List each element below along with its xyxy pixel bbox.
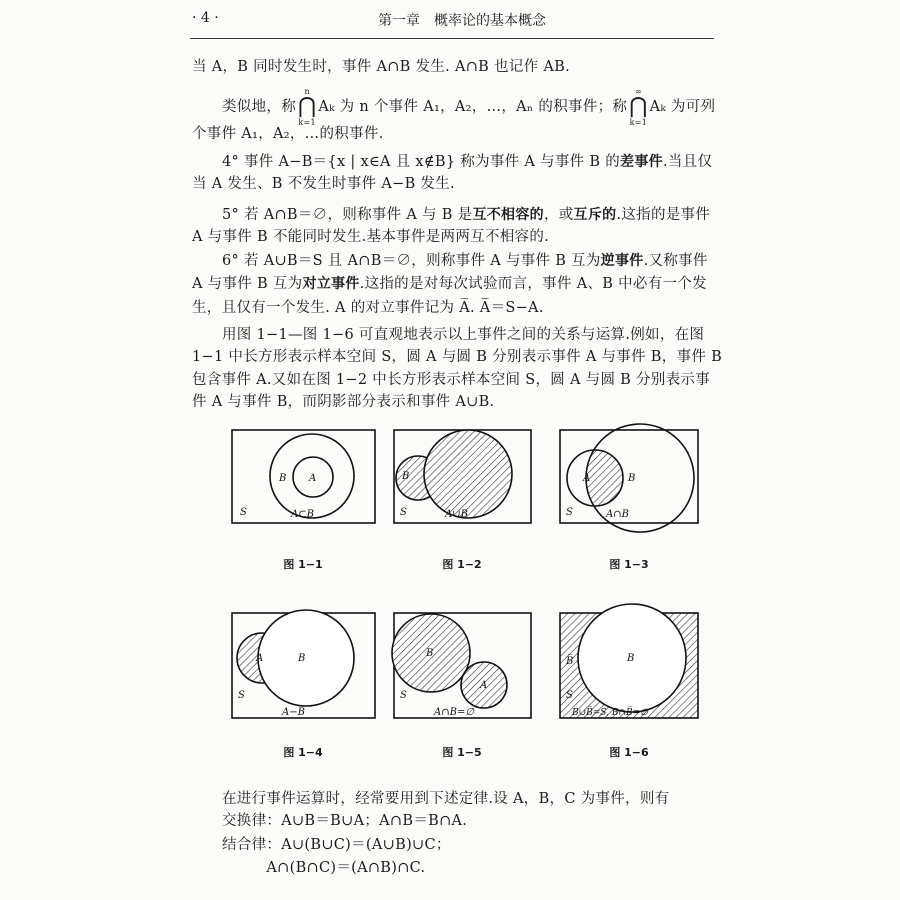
text-segment: ，或: [543, 207, 574, 223]
text-segment: 包含事件 A.又如在图 1−2 中长方形表示样本空间 S，圆 A 与圆 B 分别表示事: [192, 372, 711, 388]
text-segment: A 与事件 B 不能同时发生.基本事件是两两互不相容的.: [192, 229, 550, 245]
label-s: S: [400, 690, 407, 701]
figure-caption: 图 1−4: [283, 746, 323, 759]
text-segment: 结合律：A∪(B∪C)＝(A∪B)∪C；: [222, 837, 451, 853]
text-segment: 5° 若 A∩B＝∅，则称事件 A 与 B 是: [222, 207, 473, 223]
figure-1-4-diagram: [232, 610, 375, 718]
text-segment: .又称事件: [643, 253, 708, 269]
text-segment: 个事件 A₁，A₂，…的积事件.: [192, 126, 384, 142]
bold-term: 逆事件: [600, 253, 644, 269]
text-segment: 类似地，称: [222, 99, 296, 115]
figure-1-5-diagram: [392, 613, 531, 718]
relation-label: A⊂B: [291, 509, 314, 520]
figure-caption: 图 1−1: [283, 558, 323, 571]
label-b: B: [627, 653, 635, 664]
text-segment: 当 A 发生、B 不发生时事件 A−B 发生.: [192, 176, 455, 192]
big-intersection-operator: ⋂ n k=1: [298, 87, 317, 127]
circle-b: [424, 430, 512, 518]
bold-term: 差事件: [620, 154, 663, 170]
label-s: S: [240, 507, 247, 518]
relation-label: A∩B: [606, 509, 629, 520]
text-segment: A∩(B∩C)＝(A∩B)∩C.: [222, 860, 426, 876]
label-a: A: [480, 680, 488, 691]
text-segment: 4° 事件 A−B＝{x | x∈A 且 x∉B} 称为事件 A 与事件 B 的: [222, 154, 621, 170]
relation-label: A∪B: [445, 509, 468, 520]
label-s: S: [400, 507, 407, 518]
text-segment: .这指的是事件: [616, 207, 711, 223]
chapter-title: 第一章 概率论的基本概念: [378, 13, 546, 29]
text-segment: Aₖ 为 n 个事件 A₁，A₂，…，Aₙ 的积事件；称: [318, 99, 628, 115]
label-b: B: [628, 473, 636, 484]
figure-caption: 图 1−6: [609, 746, 649, 759]
label-s: S: [566, 690, 573, 701]
text-segment: 6° 若 A∪B＝S 且 A∩B＝∅，则称事件 A 与事件 B 互为: [222, 253, 601, 269]
text-segment: Aₖ 为可列: [649, 99, 716, 115]
big-intersection-operator: ⋂ ∞ k=1: [629, 87, 648, 127]
circle-b: [258, 610, 354, 706]
bold-term: 互斥的: [573, 207, 617, 223]
relation-label: A∩B=∅: [434, 707, 475, 718]
text-segment: 生，且仅有一个发生. A 的对立事件记为 A̅. A̅＝S−A.: [192, 300, 544, 316]
label-s: S: [238, 690, 245, 701]
label-b: B: [402, 471, 410, 482]
figure-caption: 图 1−3: [609, 558, 649, 571]
text-segment: 当 A，B 同时发生时，事件 A∩B 发生. A∩B 也记作 AB.: [192, 59, 570, 75]
label-a: A: [256, 653, 264, 664]
text-segment: 交换律：A∪B＝B∪A；A∩B＝B∩A.: [222, 813, 468, 829]
bold-term: 互不相容的: [472, 207, 544, 223]
label-b: B: [426, 648, 434, 659]
label-b: B: [279, 473, 287, 484]
text-segment: .这指的是对每次试验而言，事件 A、B 中必有一个发: [359, 276, 707, 292]
text-segment: 1−1 中长方形表示样本空间 S，圆 A 与圆 B 分别表示事件 A 与事件 B，事件 B: [192, 349, 723, 365]
label-b: B: [298, 653, 306, 664]
figure-caption: 图 1−5: [442, 746, 482, 759]
figure-caption: 图 1−2: [442, 558, 482, 571]
text-segment: 件 A 与事件 B，而阴影部分表示和事件 A∪B.: [192, 394, 495, 410]
bold-term: 对立事件: [302, 276, 360, 292]
label-b-complement: B̅: [566, 656, 574, 667]
label-s: S: [566, 507, 573, 518]
relation-label: B∪B̅=S, B∩B̅=∅: [572, 708, 649, 718]
text-segment: .当且仅: [662, 154, 713, 170]
text-segment: A 与事件 B 互为: [192, 276, 303, 292]
label-a: A: [309, 473, 317, 484]
relation-label: A−B: [282, 707, 305, 718]
page-number: · 4 ·: [192, 10, 219, 26]
text-segment: 在进行事件运算时，经常要用到下述定律.设 A，B，C 为事件，则有: [222, 791, 670, 807]
label-a: A: [583, 473, 591, 484]
text-segment: 用图 1−1—图 1−6 可直观地表示以上事件之间的关系与运算.例如，在图: [222, 327, 705, 343]
